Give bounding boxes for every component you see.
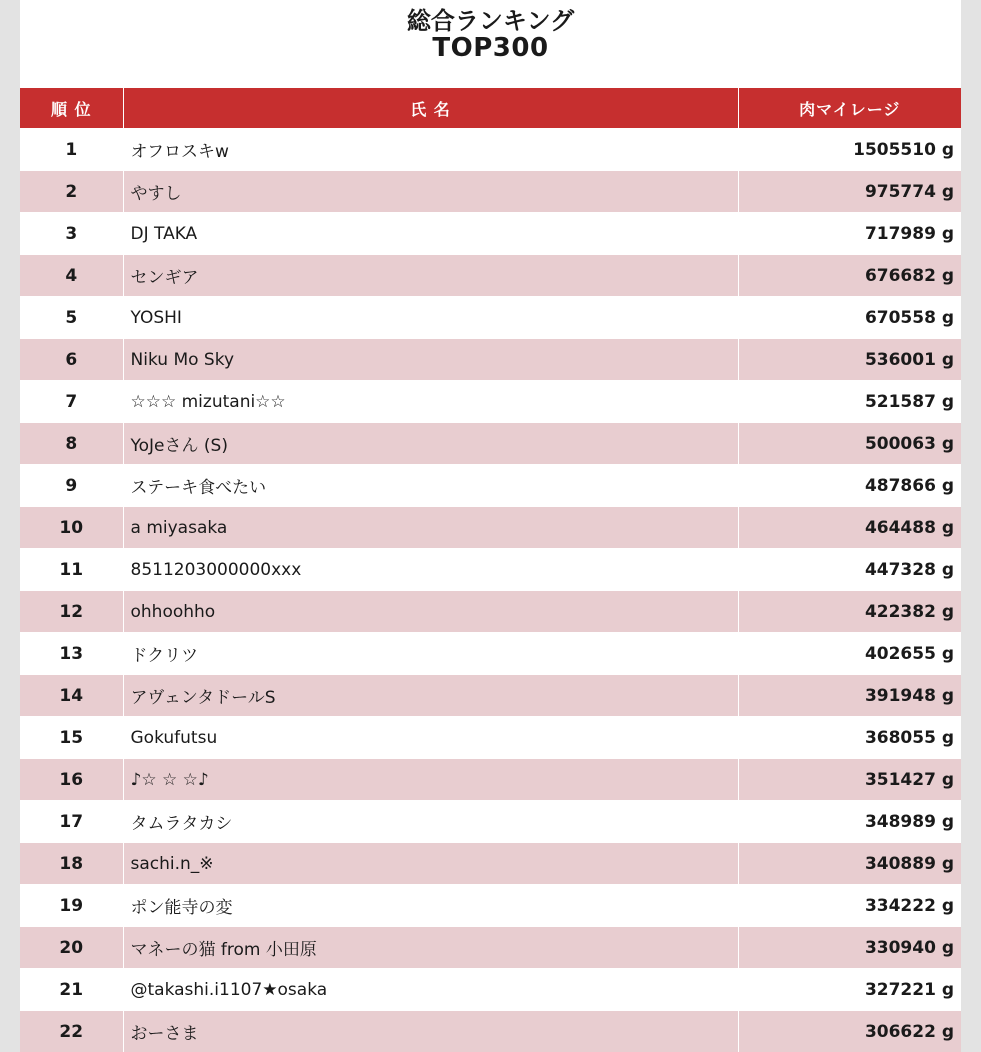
score-cell: 327221 g xyxy=(738,969,961,1011)
rank-cell: 4 xyxy=(20,255,123,297)
score-cell: 402655 g xyxy=(738,633,961,675)
score-cell: 348989 g xyxy=(738,801,961,843)
rank-cell: 19 xyxy=(20,885,123,927)
name-cell: ポン能寺の変 xyxy=(123,885,738,927)
score-cell: 676682 g xyxy=(738,255,961,297)
table-row xyxy=(20,675,961,717)
header-name: 氏 名 xyxy=(123,88,738,129)
name-cell: やすし xyxy=(123,171,738,213)
score-cell: 447328 g xyxy=(738,549,961,591)
score-cell: 464488 g xyxy=(738,507,961,549)
score-cell: 717989 g xyxy=(738,213,961,255)
name-cell: Gokufutsu xyxy=(123,717,738,759)
table-row xyxy=(20,885,961,927)
page-title xyxy=(20,8,961,62)
table-row xyxy=(20,801,961,843)
rank-cell: 18 xyxy=(20,843,123,885)
score-cell: 1505510 g xyxy=(738,129,961,171)
table-row xyxy=(20,549,961,591)
score-cell: 306622 g xyxy=(738,1011,961,1052)
rank-cell: 7 xyxy=(20,381,123,423)
table-row xyxy=(20,1011,961,1052)
name-cell: DJ TAKA xyxy=(123,213,738,255)
rank-cell: 14 xyxy=(20,675,123,717)
rank-cell: 5 xyxy=(20,297,123,339)
rank-cell: 21 xyxy=(20,969,123,1011)
table-row xyxy=(20,423,961,465)
name-cell: ☆☆☆ mizutani☆☆ xyxy=(123,381,738,423)
ranking-table xyxy=(20,88,961,1052)
name-cell: タムラタカシ xyxy=(123,801,738,843)
name-cell: 8511203000000xxx xyxy=(123,549,738,591)
name-cell: a miyasaka xyxy=(123,507,738,549)
score-cell: 330940 g xyxy=(738,927,961,969)
name-cell: アヴェンタドールS xyxy=(123,675,738,717)
name-cell: ドクリツ xyxy=(123,633,738,675)
score-cell: 340889 g xyxy=(738,843,961,885)
score-cell: 670558 g xyxy=(738,297,961,339)
score-cell: 368055 g xyxy=(738,717,961,759)
page-title-line1: 総合ランキング xyxy=(20,8,961,35)
header-row xyxy=(20,88,961,129)
table-row xyxy=(20,843,961,885)
rank-cell: 16 xyxy=(20,759,123,801)
header-rank: 順 位 xyxy=(20,88,123,129)
page-title-line2: TOP300 xyxy=(20,35,961,62)
rank-cell: 10 xyxy=(20,507,123,549)
rank-cell: 1 xyxy=(20,129,123,171)
name-cell: ♪☆ ☆ ☆♪ xyxy=(123,759,738,801)
rank-cell: 9 xyxy=(20,465,123,507)
table-row xyxy=(20,381,961,423)
score-cell: 422382 g xyxy=(738,591,961,633)
name-cell: マネーの猫 from 小田原 xyxy=(123,927,738,969)
table-row xyxy=(20,507,961,549)
table-row xyxy=(20,633,961,675)
rank-cell: 13 xyxy=(20,633,123,675)
table-row xyxy=(20,759,961,801)
table-row xyxy=(20,591,961,633)
table-row xyxy=(20,339,961,381)
table-row xyxy=(20,465,961,507)
table-row xyxy=(20,297,961,339)
name-cell: センギア xyxy=(123,255,738,297)
table-row xyxy=(20,927,961,969)
table-row xyxy=(20,129,961,171)
table-row xyxy=(20,717,961,759)
score-cell: 351427 g xyxy=(738,759,961,801)
score-cell: 975774 g xyxy=(738,171,961,213)
table-row xyxy=(20,171,961,213)
rank-cell: 12 xyxy=(20,591,123,633)
name-cell: Niku Mo Sky xyxy=(123,339,738,381)
score-cell: 391948 g xyxy=(738,675,961,717)
rank-cell: 11 xyxy=(20,549,123,591)
score-cell: 334222 g xyxy=(738,885,961,927)
score-cell: 536001 g xyxy=(738,339,961,381)
rank-cell: 2 xyxy=(20,171,123,213)
name-cell: オフロスキw xyxy=(123,129,738,171)
rank-cell: 22 xyxy=(20,1011,123,1052)
rank-cell: 17 xyxy=(20,801,123,843)
name-cell: おーさま xyxy=(123,1011,738,1052)
header-score: 肉マイレージ xyxy=(738,88,961,129)
score-cell: 521587 g xyxy=(738,381,961,423)
rank-cell: 8 xyxy=(20,423,123,465)
rank-cell: 3 xyxy=(20,213,123,255)
ranking-page xyxy=(20,0,961,1024)
table-row xyxy=(20,213,961,255)
score-cell: 500063 g xyxy=(738,423,961,465)
score-cell: 487866 g xyxy=(738,465,961,507)
name-cell: sachi.n_※ xyxy=(123,843,738,885)
name-cell: YOSHI xyxy=(123,297,738,339)
name-cell: ステーキ食べたい xyxy=(123,465,738,507)
name-cell: ohhoohho xyxy=(123,591,738,633)
rank-cell: 15 xyxy=(20,717,123,759)
rank-cell: 6 xyxy=(20,339,123,381)
rank-cell: 20 xyxy=(20,927,123,969)
name-cell: @takashi.i1107★osaka xyxy=(123,969,738,1011)
table-row xyxy=(20,255,961,297)
ranking-table-body xyxy=(20,129,961,1052)
table-row xyxy=(20,969,961,1011)
ranking-table-header xyxy=(20,88,961,129)
name-cell: YoJeさん (S) xyxy=(123,423,738,465)
